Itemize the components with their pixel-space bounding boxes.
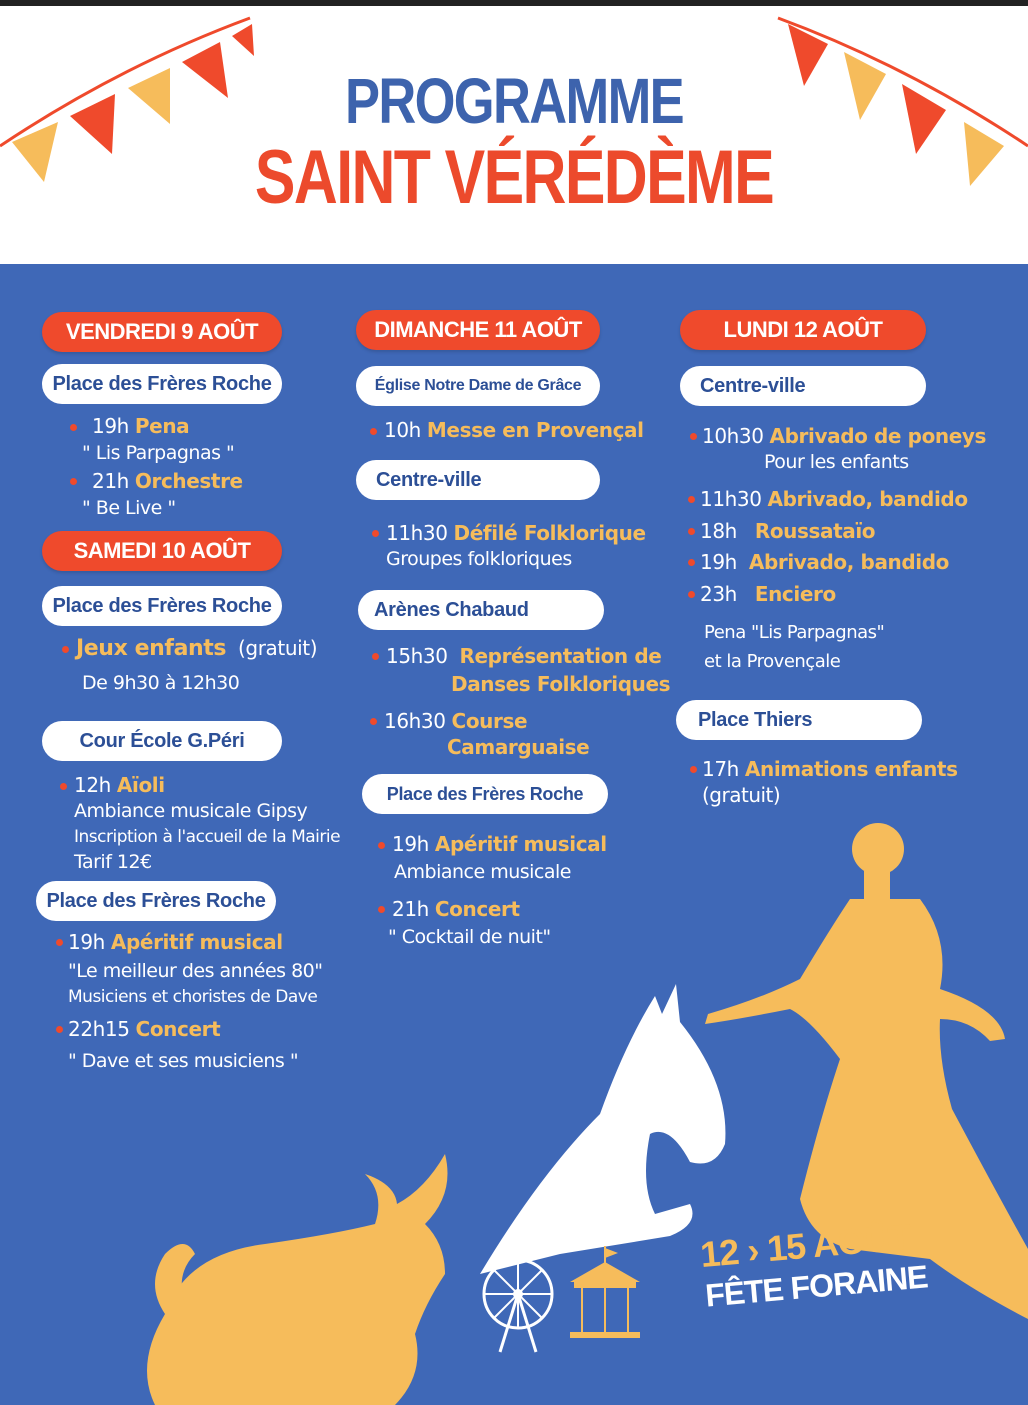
bullet bbox=[378, 842, 385, 849]
event-sunday-concert-line1: " Cocktail de nuit" bbox=[388, 926, 551, 948]
bullet bbox=[370, 718, 377, 725]
bullet bbox=[688, 496, 695, 503]
bullet bbox=[690, 766, 697, 773]
arlesienne-illustration bbox=[700, 819, 1028, 1405]
bullet bbox=[688, 559, 695, 566]
event-saturday-aioli-line1: Ambiance musicale Gipsy bbox=[74, 800, 308, 822]
venue-friday: Place des Frères Roche bbox=[42, 364, 282, 404]
title-programme: PROGRAMME bbox=[344, 65, 684, 137]
bullet bbox=[60, 783, 67, 790]
event-saturday-jeux: Jeux enfants (gratuit) bbox=[76, 636, 318, 661]
venue-sunday-4: Place des Frères Roche bbox=[362, 774, 608, 814]
event-monday-abrivado1: 10h30 Abrivado de poneys bbox=[702, 424, 987, 448]
bullet bbox=[378, 906, 385, 913]
event-friday-pena-detail: " Lis Parpagnas " bbox=[82, 442, 235, 464]
bullet bbox=[688, 591, 695, 598]
bullet bbox=[690, 433, 697, 440]
event-monday-pena-line2: et la Provençale bbox=[704, 651, 841, 672]
event-sunday-apero-line1: Ambiance musicale bbox=[394, 861, 571, 883]
event-saturday-jeux-hours: De 9h30 à 12h30 bbox=[82, 672, 240, 694]
event-monday-animations-note: (gratuit) bbox=[702, 783, 781, 807]
event-sunday-course-line2: Camarguaise bbox=[447, 735, 590, 759]
bullet bbox=[56, 939, 63, 946]
program-panel bbox=[0, 264, 1028, 1405]
venue-saturday-3: Place des Frères Roche bbox=[36, 881, 276, 921]
venue-monday-1: Centre-ville bbox=[680, 366, 926, 406]
bull-illustration bbox=[125, 1134, 465, 1405]
bullet bbox=[70, 424, 77, 431]
event-monday-enciero: 23h Enciero bbox=[700, 582, 836, 606]
event-sunday-course: 16h30 Course bbox=[384, 709, 528, 733]
title-saint-veredeme: SAINT VÉRÉDÈME bbox=[254, 135, 774, 220]
event-sunday-messe: 10h Messe en Provençal bbox=[384, 418, 644, 442]
event-monday-abrivado2: 11h30 Abrivado, bandido bbox=[700, 487, 968, 511]
event-saturday-apero: 19h Apéritif musical bbox=[68, 930, 283, 954]
event-monday-abrivado3: 19h Abrivado, bandido bbox=[700, 550, 950, 574]
event-monday-animations: 17h Animations enfants bbox=[702, 757, 958, 781]
event-monday-abrivado1-line1: Pour les enfants bbox=[764, 451, 909, 473]
event-saturday-concert-line1: " Dave et ses musiciens " bbox=[68, 1050, 299, 1072]
bullet bbox=[56, 1026, 63, 1033]
event-saturday-aioli-line2: Inscription à l'accueil de la Mairie bbox=[74, 827, 341, 847]
event-saturday-concert: 22h15 Concert bbox=[68, 1017, 221, 1041]
day-saturday: SAMEDI 10 AOÛT bbox=[42, 531, 282, 571]
event-saturday-aioli-line3: Tarif 12€ bbox=[74, 851, 152, 873]
carousel-icon bbox=[568, 1246, 642, 1342]
day-monday: LUNDI 12 AOÛT bbox=[680, 310, 926, 350]
venue-monday-2: Place Thiers bbox=[676, 700, 922, 740]
event-sunday-defile-line1: Groupes folkloriques bbox=[386, 548, 572, 570]
event-sunday-concert: 21h Concert bbox=[392, 897, 520, 921]
bullet bbox=[372, 530, 379, 537]
event-sunday-danse: 15h30 Représentation de bbox=[386, 644, 662, 668]
day-sunday: DIMANCHE 11 AOÛT bbox=[356, 310, 600, 350]
event-saturday-apero-line2: Musiciens et choristes de Dave bbox=[68, 987, 318, 1007]
fete-foraine-label: FÊTE FORAINE bbox=[703, 1258, 929, 1314]
event-monday-roussataio: 18h Roussataïo bbox=[700, 519, 876, 543]
bullet bbox=[372, 653, 379, 660]
event-sunday-apero: 19h Apéritif musical bbox=[392, 832, 607, 856]
venue-sunday-3: Arènes Chabaud bbox=[358, 590, 604, 630]
day-friday: VENDREDI 9 AOÛT bbox=[42, 312, 282, 352]
event-friday-orchestre-detail: " Be Live " bbox=[82, 497, 176, 519]
venue-sunday-1: Église Notre Dame de Grâce bbox=[356, 366, 600, 406]
event-sunday-danse-line2: Danses Folkloriques bbox=[451, 672, 671, 696]
poster-header bbox=[0, 6, 1028, 264]
event-saturday-apero-line1: "Le meilleur des années 80" bbox=[68, 960, 323, 982]
event-saturday-aioli: 12h Aïoli bbox=[74, 773, 165, 797]
venue-saturday-2: Cour École G.Péri bbox=[42, 721, 282, 761]
event-friday-orchestre: 21h Orchestre bbox=[92, 469, 243, 493]
bullet bbox=[62, 646, 69, 653]
venue-sunday-2: Centre-ville bbox=[356, 460, 600, 500]
fete-foraine-dates: 12 › 15 AOÛT bbox=[698, 1215, 913, 1276]
ferris-wheel-icon bbox=[478, 1254, 558, 1354]
event-monday-pena-line1: Pena "Lis Parpagnas" bbox=[704, 622, 885, 643]
event-friday-pena: 19h Pena bbox=[92, 414, 190, 438]
event-sunday-defile: 11h30 Défilé Folklorique bbox=[386, 521, 646, 545]
bullet bbox=[688, 528, 695, 535]
venue-saturday-1: Place des Frères Roche bbox=[42, 586, 282, 626]
bullet bbox=[370, 428, 377, 435]
bullet bbox=[70, 478, 77, 485]
